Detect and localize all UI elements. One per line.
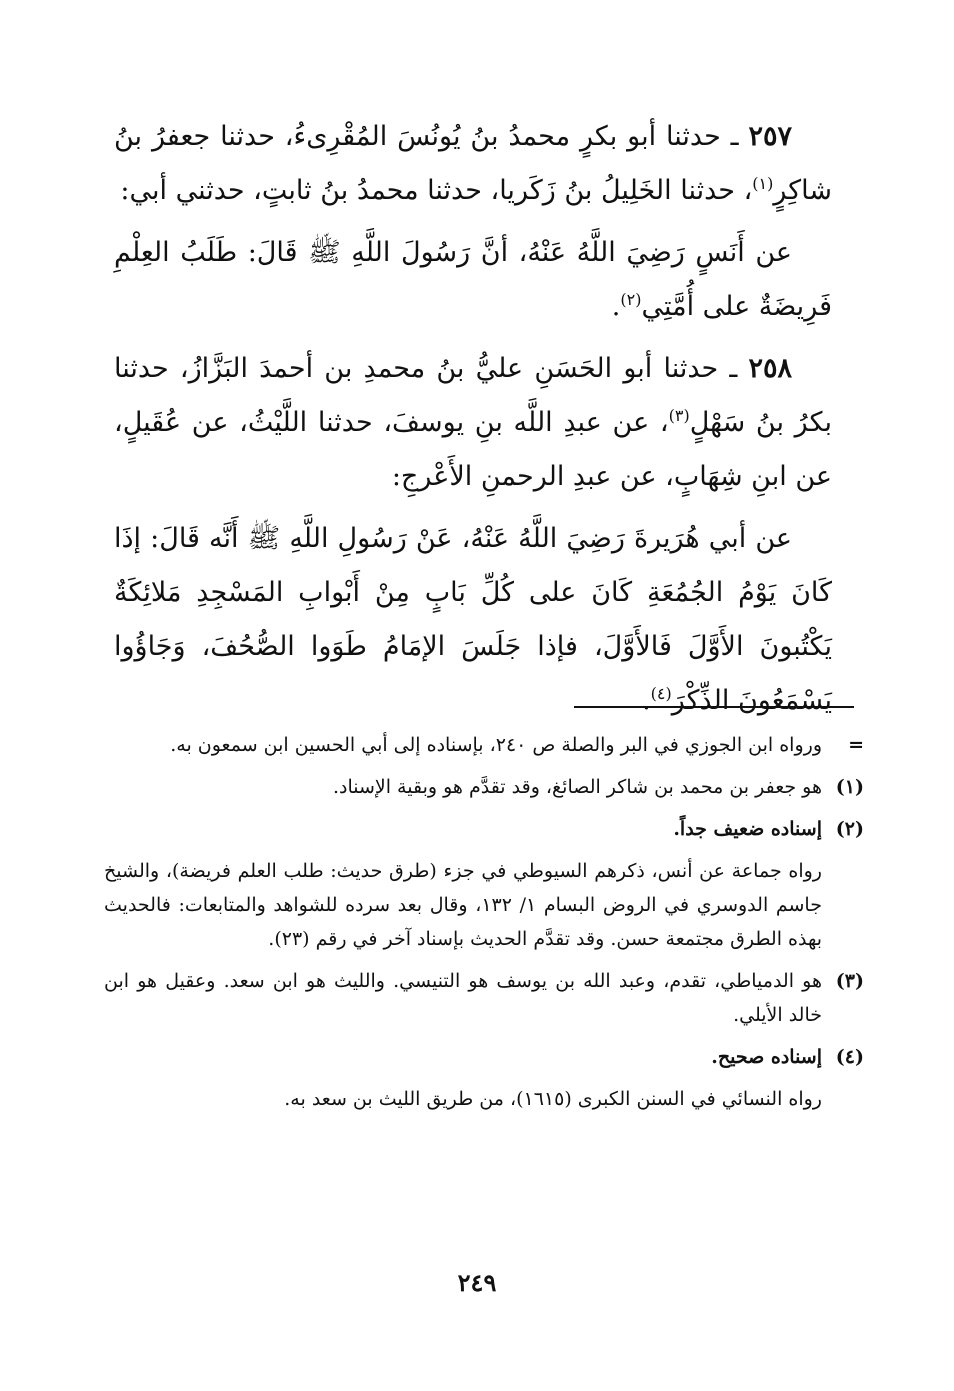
- hadith-258-isnad: [114, 342, 832, 504]
- footnote-ref-4[interactable]: (٤): [650, 684, 672, 703]
- footnotes: [104, 728, 864, 1124]
- hadith-258-number: ٢٥٨: [748, 353, 792, 384]
- hadith-257-isnad: [114, 110, 832, 218]
- footnote-2: [104, 812, 864, 846]
- footnote-4-mark: (٤): [835, 1046, 864, 1068]
- footnote-ref-1[interactable]: (١): [752, 174, 774, 193]
- page-number: ٢٤٩: [457, 1268, 497, 1297]
- footnote-separator: [574, 706, 854, 708]
- footnote-2-body: رواه جماعة عن أنس، ذكرهم السيوطي في جزء (طرق حديث: طلب العلم فريضة)، والشيخ جاسم الدوسري في الروض البسام ١/ ١٣٢، وقال بعد سرده للشواهد والمتابعات: فالحديث بهذه الطرق مجتمعة حسن. وقد تقدَّم الحديث بإسناد آخر في رقم (٢٣).: [104, 860, 822, 950]
- hadith-257-matn: [114, 226, 832, 334]
- footnote-2-heading: إسناده ضعيف جداً.: [673, 818, 822, 840]
- footnote-continuation: [104, 728, 864, 762]
- continuation-mark: =: [848, 734, 864, 756]
- footnote-4: [104, 1040, 864, 1074]
- hadith-258-matn: [114, 512, 832, 728]
- hadith-257-matn-end: .: [611, 291, 621, 322]
- footnote-1: [104, 770, 864, 804]
- footnote-4-heading: إسناده صحيح.: [711, 1046, 822, 1068]
- main-text: [114, 110, 832, 736]
- footnote-ref-2[interactable]: (٢): [620, 290, 642, 309]
- footnote-3-mark: (٣): [835, 970, 864, 992]
- continuation-text: ورواه ابن الجوزي في البر والصلة ص ٢٤٠، بإسناده إلى أبي الحسين ابن سمعون به.: [170, 734, 822, 756]
- hadith-257-matn-text: عن أَنَسٍ رَضِيَ اللَّهُ عَنْهُ، أنَّ رَسُولَ اللَّهِ ﷺ قَالَ: طَلَبُ العِلْمِ فَرِيضَةٌ على أُمَّتِي: [114, 237, 832, 322]
- hadith-258-matn-end: .: [642, 685, 651, 716]
- hadith-258-isnad-part2: ، عن عبدِ اللَّه بنِ يوسفَ، حدثنا اللَّيْثُ، عن عُقَيلٍ، عن ابنِ شِهَابٍ، عن عبدِ الرحمنِ الأَعْرجِ:: [114, 407, 832, 492]
- hadith-258-isnad-part1: ـ حدثنا أبو الحَسَنِ عليُّ بنُ محمدِ بن أحمدَ البَزَّازُ، حدثنا بكرُ بنُ سَهْلٍ: [114, 353, 832, 438]
- footnote-1-mark: (١): [835, 776, 864, 798]
- hadith-258-matn-text: عن أبي هُرَيرةَ رَضِيَ اللَّهُ عَنْهُ، عَنْ رَسُولِ اللَّهِ ﷺ أَنَّه قَالَ: إذَا كَانَ يَوْمُ الجُمُعَةِ كَانَ على كُلِّ بَابٍ مِنْ أَبْوابِ المَسْجِدِ مَلائِكَةٌ يَكْتُبونَ الأَوَّلَ فَالأَوَّلَ، فإذا جَلَسَ الإمَامُ طَوَوا الصُّحُفَ، وَجَاؤُوا يَسْمَعُونَ الذِّكْرَ: [114, 523, 832, 716]
- footnote-1-text: هو جعفر بن محمد بن شاكر الصائغ، وقد تقدَّم هو وبقية الإسناد.: [332, 776, 822, 798]
- footnote-3: [104, 964, 864, 1032]
- hadith-257-isnad-part2: ، حدثنا الخَلِيلُ بنُ زَكَريا، حدثنا محمدُ بنُ ثابتٍ، حدثني أبي:: [120, 175, 753, 206]
- hadith-257-number: ٢٥٧: [748, 121, 792, 152]
- footnote-3-text: هو الدمياطي، تقدم، وعبد الله بن يوسف هو التنيسي. والليث هو ابن سعد. وعقيل هو ابن خالد الأيلي.: [104, 970, 822, 1026]
- hadith-257-isnad-part1: ـ حدثنا أبو بكرٍ محمدُ بنُ يُونُسَ المُقْرِىءُ، حدثنا جعفرُ بنُ شاكِرٍ: [114, 121, 832, 206]
- footnote-ref-3[interactable]: (٣): [668, 406, 690, 425]
- footnote-4-body: رواه النسائي في السنن الكبرى (١٦١٥)، من طريق الليث بن سعد به.: [284, 1088, 822, 1110]
- footnote-2-mark: (٢): [835, 818, 864, 840]
